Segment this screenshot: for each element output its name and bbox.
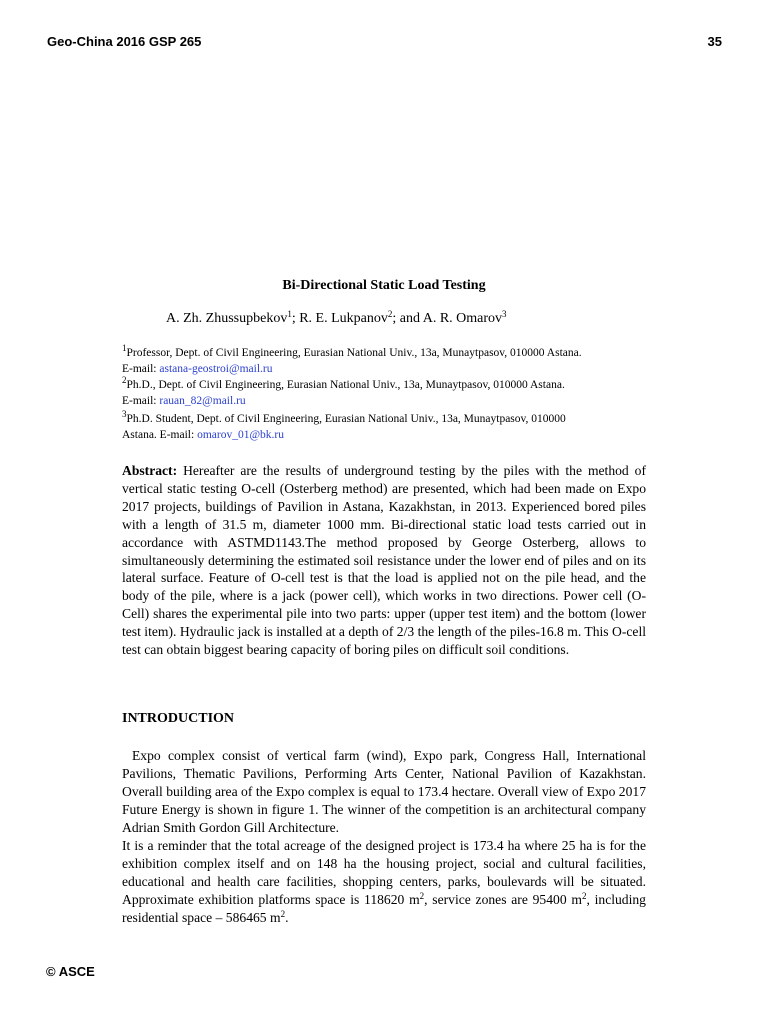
abstract-text: Hereafter are the results of underground testing by the piles with the method of vertical static testing O-cell (Osterberg method) are presented, which had been made on Expo 2017 projects, buildings of Pavilion in Astana, Kazakhstan, in 2013. Experienced bored piles with a length of 31.5 m, diameter 1000 mm. Bi-directional static load tests carried out in accordance with ASTMD1143.The method proposed by George Osterberg, allows to simultaneously determining the estimated soil resistance under the lower end of piles and on its lateral surface. Feature of O-cell test is that the load is applied not on the pile head, and the body of the pile, where is a jack (power cell), which works in two directions. Power cell (O-Cell) shares the experimental pile into two parts: upper (upper test item) and the bottom (lower test item). Hydraulic jack is installed at a depth of 2/3 the length of the piles-16.8 m. This O-cell test can obtain biggest bearing capacity of boring piles on difficult soil conditions. xyxy=(122,463,646,658)
affiliation-text: Ph.D., Dept. of Civil Engineering, Eurasian National Univ., 13a, Munaytpasov, 010000 Astana. xyxy=(126,379,565,391)
journal-header: Geo-China 2016 GSP 265 xyxy=(47,34,202,49)
unit-superscript: 2 xyxy=(419,890,425,901)
paragraph-text: . xyxy=(285,909,289,925)
affiliation-3 xyxy=(122,411,642,443)
author-list xyxy=(166,311,507,327)
abstract xyxy=(122,462,646,659)
author-affiliation-mark: 3 xyxy=(502,309,507,319)
page-number: 35 xyxy=(707,34,722,49)
affiliation-text: Ph.D. Student, Dept. of Civil Engineering, Eurasian National Univ., 13a, Munaytpasov, 010000 xyxy=(126,413,566,425)
paragraph-text: , including residential space – 586465 m xyxy=(122,891,646,925)
affiliation-mark: 1 xyxy=(122,343,127,353)
email-link[interactable]: astana-geostroi@mail.ru xyxy=(159,363,273,375)
author-name: A. R. Omarov xyxy=(422,311,503,326)
email-label: E-mail: xyxy=(122,395,160,407)
copyright-notice: © ASCE xyxy=(46,964,95,979)
affiliation-1 xyxy=(122,345,642,377)
email-link[interactable]: omarov_01@bk.ru xyxy=(197,429,284,441)
introduction-paragraph-2 xyxy=(122,837,646,927)
abstract-label: Abstract: xyxy=(122,463,178,478)
unit-superscript: 2 xyxy=(280,908,286,919)
author-separator: ; and xyxy=(392,311,423,326)
section-heading-introduction: INTRODUCTION xyxy=(122,711,235,726)
introduction-paragraph-1: Expo complex consist of vertical farm (wind), Expo park, Congress Hall, International Pavilions, Thematic Pavilions, Performing Arts Center, National Pavilion of Kazakhstan. Overall building area of the Expo complex is equal to 173.4 hectare. Overall view of Expo 2017 Future Energy is shown in figure 1. The winner of the competition is an architectural company Adrian Smith Gordon Gill Architecture. xyxy=(122,748,646,835)
author-separator: ; xyxy=(291,311,300,326)
paper-title: Bi-Directional Static Load Testing xyxy=(282,278,486,293)
paragraph-text: , service zones are 95400 m xyxy=(424,891,582,907)
unit-superscript: 2 xyxy=(581,890,587,901)
author-name: R. E. Lukpanov xyxy=(299,311,388,326)
affiliation-mark: 3 xyxy=(122,409,127,419)
email-link[interactable]: rauan_82@mail.ru xyxy=(159,395,246,407)
affiliation-mark: 2 xyxy=(122,375,127,385)
author-name: A. Zh. Zhussupbekov xyxy=(166,311,288,326)
email-label: E-mail: xyxy=(122,363,160,375)
affiliation-2 xyxy=(122,377,642,409)
author-affiliation-mark: 2 xyxy=(387,309,393,319)
email-label: Astana. E-mail: xyxy=(122,429,198,441)
paragraph-text: It is a reminder that the total acreage of the designed project is 173.4 ha where 25 ha is for the exhibition complex itself and on 148 ha the housing project, social and cultural facilities, educational and health care facilities, shopping centers, parks, boulevards will be situated. Approximate exhibition platforms space is 118620 m xyxy=(122,838,646,907)
affiliation-text: Professor, Dept. of Civil Engineering, Eurasian National Univ., 13a, Munaytpasov, 010000 Astana. xyxy=(126,347,582,359)
author-affiliation-mark: 1 xyxy=(287,309,292,319)
